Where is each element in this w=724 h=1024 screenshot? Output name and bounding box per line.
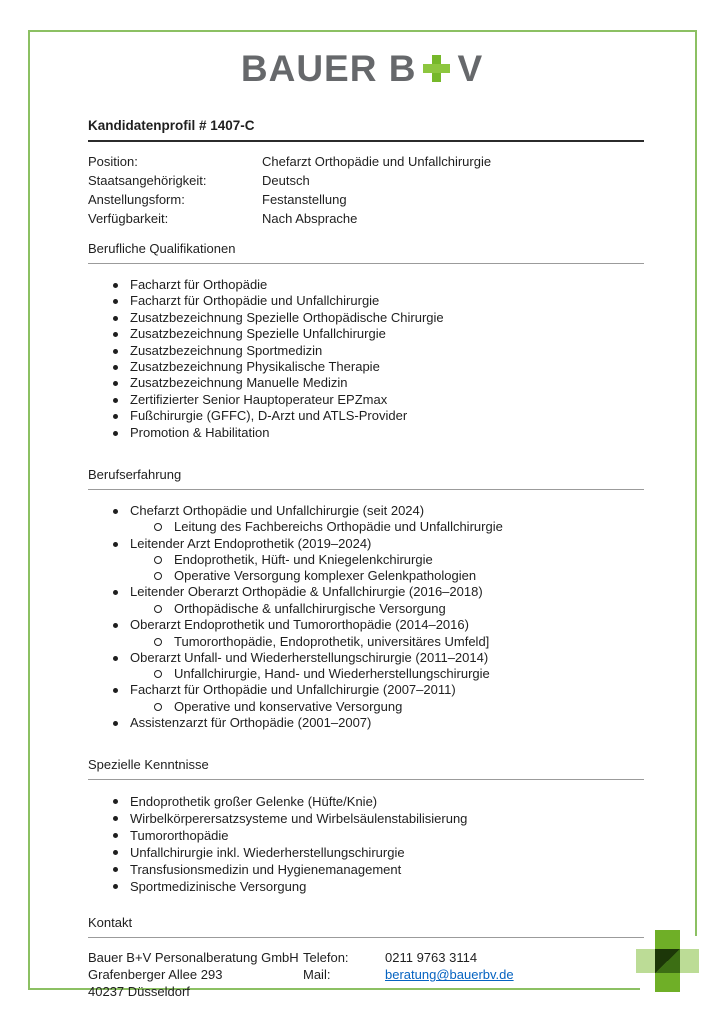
bullet-icon bbox=[113, 850, 118, 855]
mail-label: Mail: bbox=[303, 967, 331, 983]
company-logo bbox=[0, 50, 724, 87]
company-name: Bauer B+V Personalberatung GmbH bbox=[88, 950, 299, 966]
bullet-icon bbox=[113, 365, 118, 370]
list-item bbox=[88, 878, 644, 895]
list-item bbox=[88, 584, 644, 600]
sub-list-item bbox=[88, 601, 644, 617]
list-item bbox=[88, 359, 644, 375]
info-label: Verfügbarkeit: bbox=[88, 211, 169, 226]
list-item-text: Transfusionsmedizin und Hygienemanagement bbox=[130, 862, 402, 878]
section-qualifications bbox=[88, 241, 644, 441]
list-item bbox=[88, 343, 644, 359]
bullet-icon bbox=[113, 509, 118, 514]
bullet-icon bbox=[113, 688, 118, 693]
list-item-text: Unfallchirurgie inkl. Wiederherstellungschirurgie bbox=[130, 845, 405, 861]
email-link[interactable]: beratung@bauerbv.de bbox=[385, 967, 514, 983]
list-item bbox=[88, 503, 644, 519]
circle-bullet-icon bbox=[154, 605, 162, 613]
list-item-text: Leitender Oberarzt Orthopädie & Unfallchirurgie (2016–2018) bbox=[130, 584, 483, 600]
bullet-icon bbox=[113, 799, 118, 804]
list-item-text: Wirbelkörperersatzsysteme und Wirbelsäulenstabilisierung bbox=[130, 811, 468, 827]
circle-bullet-icon bbox=[154, 572, 162, 580]
experience-list bbox=[88, 503, 644, 731]
logo-text-left: BAUER B bbox=[240, 48, 417, 89]
list-item-text: Zusatzbezeichnung Manuelle Medizin bbox=[130, 375, 348, 391]
list-item bbox=[88, 827, 644, 844]
list-item-text: Leitender Arzt Endoprothetik (2019–2024) bbox=[130, 535, 372, 551]
list-item bbox=[88, 682, 644, 698]
section-skills bbox=[88, 757, 644, 895]
info-value: Nach Absprache bbox=[262, 211, 358, 226]
list-item bbox=[88, 617, 644, 633]
info-row-employment-type bbox=[88, 190, 644, 209]
document-body bbox=[88, 118, 644, 1000]
skills-list bbox=[88, 793, 644, 895]
list-item bbox=[88, 392, 644, 408]
list-item bbox=[88, 810, 644, 827]
list-item bbox=[88, 310, 644, 326]
bullet-icon bbox=[113, 833, 118, 838]
sub-list-item bbox=[88, 568, 644, 584]
list-item-text: Zusatzbezeichnung Sportmedizin bbox=[130, 342, 323, 358]
circle-bullet-icon bbox=[154, 703, 162, 711]
info-value: Chefarzt Orthopädie und Unfallchirurgie bbox=[262, 154, 492, 169]
bullet-icon bbox=[113, 721, 118, 726]
bullet-icon bbox=[113, 332, 118, 337]
info-value: Festanstellung bbox=[262, 192, 347, 207]
bullet-icon bbox=[113, 623, 118, 628]
company-address bbox=[88, 949, 303, 1000]
list-item-text: Zertifizierter Senior Hauptoperateur EPZmax bbox=[130, 391, 388, 407]
sub-list-item bbox=[88, 552, 644, 568]
list-item bbox=[88, 277, 644, 293]
info-value: Deutsch bbox=[262, 173, 310, 188]
bullet-icon bbox=[113, 283, 118, 288]
section-title-qualifications: Berufliche Qualifikationen bbox=[88, 241, 644, 264]
list-item-text: Endoprothetik großer Gelenke (Hüfte/Knie) bbox=[130, 794, 378, 810]
candidate-profile-heading: Kandidatenprofil # 1407-C bbox=[88, 118, 644, 142]
info-row-availability bbox=[88, 209, 644, 228]
sub-list-item bbox=[88, 699, 644, 715]
section-contact bbox=[88, 915, 644, 1000]
list-item-text: Facharzt für Orthopädie bbox=[130, 277, 268, 292]
section-title-skills: Spezielle Kenntnisse bbox=[88, 757, 644, 780]
logo-plus-icon bbox=[423, 55, 450, 82]
list-item bbox=[88, 536, 644, 552]
phone-label: Telefon: bbox=[303, 950, 349, 966]
info-label: Position: bbox=[88, 154, 138, 169]
list-item-text: Zusatzbezeichnung Spezielle Orthopädische Chirurgie bbox=[130, 309, 444, 325]
contact-labels bbox=[303, 949, 385, 1000]
company-city: 40237 Düsseldorf bbox=[88, 984, 190, 1000]
section-title-contact: Kontakt bbox=[88, 915, 644, 938]
page-border-right bbox=[695, 30, 697, 936]
phone-number: 0211 9763 3114 bbox=[385, 950, 478, 966]
list-item-text: Chefarzt Orthopädie und Unfallchirurgie (seit 2024) bbox=[130, 503, 425, 519]
list-item bbox=[88, 375, 644, 391]
circle-bullet-icon bbox=[154, 638, 162, 646]
contact-block bbox=[88, 949, 644, 1000]
page-border-top bbox=[28, 30, 697, 32]
list-item-text: Assistenzarzt für Orthopädie (2001–2007) bbox=[130, 714, 372, 730]
cross-center-overlap bbox=[655, 949, 680, 973]
section-title-experience: Berufserfahrung bbox=[88, 467, 644, 490]
logo-plus-horizontal-bar bbox=[423, 64, 450, 73]
sub-list-item-text: Leitung des Fachbereichs Orthopädie und Unfallchirurgie bbox=[174, 519, 503, 535]
circle-bullet-icon bbox=[154, 670, 162, 678]
list-item-text: Tumororthopädie bbox=[130, 828, 229, 844]
sub-list-item-text: Endoprothetik, Hüft- und Kniegelenkchirurgie bbox=[174, 552, 433, 568]
bullet-icon bbox=[113, 867, 118, 872]
list-item bbox=[88, 293, 644, 309]
info-label: Anstellungsform: bbox=[88, 192, 185, 207]
list-item bbox=[88, 326, 644, 342]
list-item-text: Oberarzt Endoprothetik und Tumororthopädie (2014–2016) bbox=[130, 617, 469, 633]
list-item bbox=[88, 408, 644, 424]
bullet-icon bbox=[113, 398, 118, 403]
list-item-text: Oberarzt Unfall- und Wiederherstellungschirurgie (2011–2014) bbox=[130, 649, 489, 665]
bullet-icon bbox=[113, 316, 118, 321]
bullet-icon bbox=[113, 656, 118, 661]
list-item-text: Sportmedizinische Versorgung bbox=[130, 879, 307, 895]
list-item-text: Facharzt für Orthopädie und Unfallchirurgie (2007–2011) bbox=[130, 682, 456, 698]
sub-list-item-text: Unfallchirurgie, Hand- und Wiederherstellungschirurgie bbox=[174, 666, 490, 682]
circle-bullet-icon bbox=[154, 556, 162, 564]
list-item-text: Zusatzbezeichnung Spezielle Unfallchirurgie bbox=[130, 326, 386, 342]
bullet-icon bbox=[113, 299, 118, 304]
bullet-icon bbox=[113, 431, 118, 436]
list-item-text: Promotion & Habilitation bbox=[130, 424, 270, 440]
sub-list-item bbox=[88, 634, 644, 650]
bullet-icon bbox=[113, 381, 118, 386]
bullet-icon bbox=[113, 542, 118, 547]
bullet-icon bbox=[113, 590, 118, 595]
circle-bullet-icon bbox=[154, 523, 162, 531]
candidate-info-table bbox=[88, 152, 644, 228]
sub-list-item bbox=[88, 519, 644, 535]
list-item bbox=[88, 715, 644, 731]
list-item-text: Zusatzbezeichnung Physikalische Therapie bbox=[130, 359, 380, 375]
sub-list-item-text: Operative und konservative Versorgung bbox=[174, 698, 403, 714]
section-experience bbox=[88, 467, 644, 731]
company-street: Grafenberger Allee 293 bbox=[88, 967, 223, 983]
page-border-left bbox=[28, 30, 30, 990]
sub-list-item-text: Operative Versorgung komplexer Gelenkpathologien bbox=[174, 568, 477, 584]
qualifications-list bbox=[88, 277, 644, 441]
info-row-position bbox=[88, 152, 644, 171]
list-item-text: Fußchirurgie (GFFC), D-Arzt und ATLS-Provider bbox=[130, 408, 408, 424]
info-row-nationality bbox=[88, 171, 644, 190]
list-item bbox=[88, 861, 644, 878]
list-item bbox=[88, 425, 644, 441]
contact-values bbox=[385, 949, 644, 1000]
list-item bbox=[88, 793, 644, 810]
bullet-icon bbox=[113, 414, 118, 419]
sub-list-item-text: Tumororthopädie, Endoprothetik, universitäres Umfeld] bbox=[174, 633, 490, 649]
list-item-text: Facharzt für Orthopädie und Unfallchirurgie bbox=[130, 293, 380, 309]
bullet-icon bbox=[113, 884, 118, 889]
info-label: Staatsangehörigkeit: bbox=[88, 173, 207, 188]
bullet-icon bbox=[113, 816, 118, 821]
logo-text-right: V bbox=[457, 48, 484, 89]
sub-list-item-text: Orthopädische & unfallchirurgische Versorgung bbox=[174, 600, 446, 616]
bullet-icon bbox=[113, 349, 118, 354]
list-item bbox=[88, 844, 644, 861]
list-item bbox=[88, 650, 644, 666]
sub-list-item bbox=[88, 666, 644, 682]
